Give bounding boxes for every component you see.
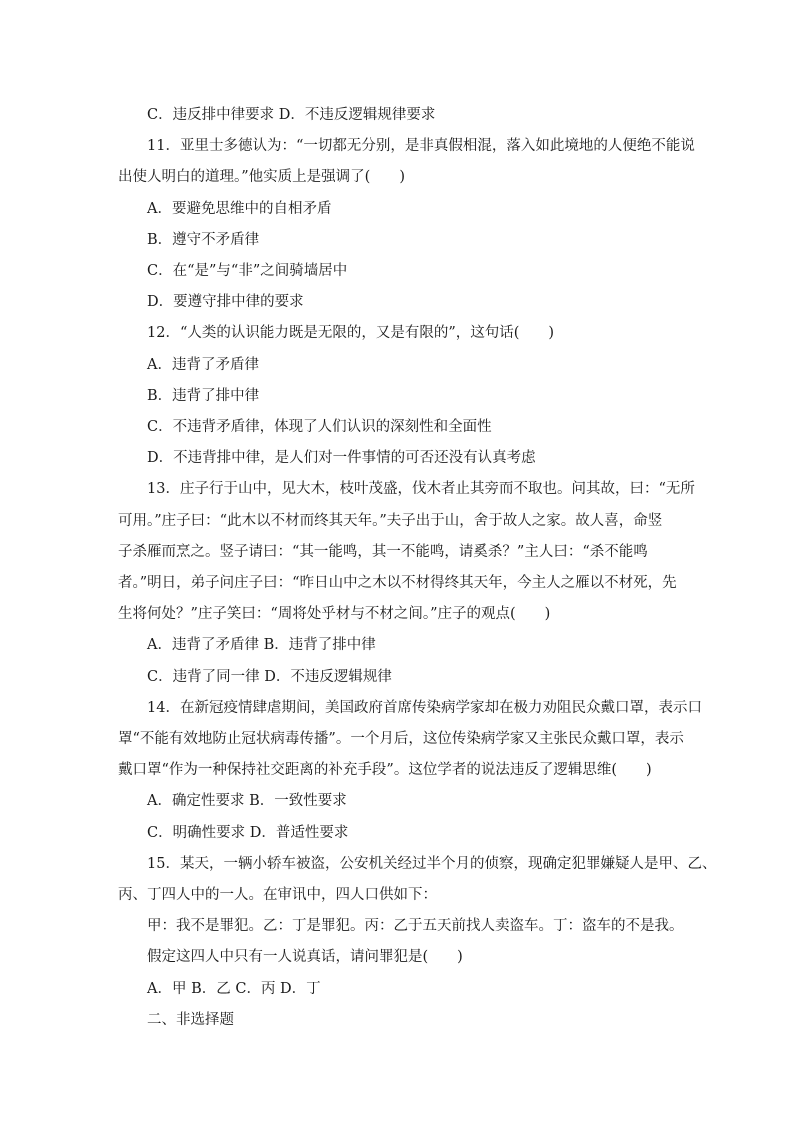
q14-stem-line-3: 戴口罩“作为一种保持社交距离的补充手段”。这位学者的说法违反了逻辑思维( ) (118, 762, 652, 779)
q12-option-c: C．不违背矛盾律，体现了人们认识的深刻性和全面性 (147, 419, 492, 436)
q12-option-d: D．不违背排中律，是人们对一件事情的可否还没有认真考虑 (147, 450, 536, 467)
q14-options-cd: C．明确性要求 D．普适性要求 (147, 824, 349, 841)
q11-stem-line-1: 11．亚里士多德认为：“一切都无分别，是非真假相混，落入如此境地的人便绝不能说 (147, 138, 695, 155)
q11-stem-line-2: 出使人明白的道理。”他实质上是强调了( ) (118, 169, 405, 186)
q11-option-c: C．在“是”与“非”之间骑墙居中 (147, 263, 348, 280)
q15-stem-line-1: 15．某天，一辆小轿车被盗，公安机关经过半个月的侦察，现确定犯罪嫌疑人是甲、乙、 (147, 855, 717, 872)
question-content (118, 100, 717, 1036)
q14-options-ab: A．确定性要求 B．一致性要求 (147, 793, 347, 810)
q13-stem-line-2: 可用。”庄子曰：“此木以不材而终其天年。”夫子出于山，舍于故人之家。故人喜，命竖 (118, 512, 663, 529)
q15-testimony: 甲：我不是罪犯。乙：丁是罪犯。丙：乙于五天前找人卖盗车。丁：盗车的不是我。 (147, 918, 684, 935)
q13-stem-line-1: 13．庄子行于山中，见大木，枝叶茂盛，伐木者止其旁而不取也。问其故，曰：“无所 (147, 481, 695, 498)
section-heading-non-choice: 二、非选择题 (147, 1011, 234, 1028)
q12-option-a: A．违背了矛盾律 (147, 356, 259, 373)
q13-stem-line-3: 子杀雁而烹之。竖子请曰：“其一能鸣，其一不能鸣，请奚杀？”主人曰：“杀不能鸣 (118, 543, 648, 560)
q14-stem-line-1: 14．在新冠疫情肆虐期间，美国政府首席传染病学家却在极力劝阻民众戴口罩，表示口 (147, 699, 702, 716)
q13-stem-line-5: 生将何处？”庄子笑曰：“周将处乎材与不材之间。”庄子的观点( ) (118, 606, 551, 623)
q11-option-a: A．要避免思维中的自相矛盾 (147, 200, 332, 217)
q13-options-ab: A．违背了矛盾律 B．违背了排中律 (147, 637, 376, 654)
q15-question: 假定这四人中只有一人说真话，请问罪犯是( ) (147, 949, 463, 966)
q13-stem-line-4: 者。”明日，弟子问庄子曰：“昨日山中之木以不材得终其天年，今主人之雁以不材死，先 (118, 575, 677, 592)
q12-stem: 12．“人类的认识能力既是无限的，又是有限的”，这句话( ) (147, 325, 555, 342)
q13-options-cd: C．违背了同一律 D．不违反逻辑规律 (147, 668, 392, 685)
q10-options-cd: C．违反排中律要求 D．不违反逻辑规律要求 (147, 107, 436, 123)
q11-option-b: B．遵守不矛盾律 (147, 231, 260, 248)
q14-stem-line-2: 罩“不能有效地防止冠状病毒传播”。一个月后，这位传染病学家又主张民众戴口罩，表示 (118, 731, 684, 748)
q12-option-b: B．违背了排中律 (147, 387, 260, 404)
q11-option-d: D．要遵守排中律的要求 (147, 294, 304, 311)
q15-options: A．甲 B．乙 C．丙 D．丁 (147, 980, 321, 997)
q15-stem-line-2: 丙、丁四人中的一人。在审讯中，四人口供如下： (118, 887, 437, 904)
